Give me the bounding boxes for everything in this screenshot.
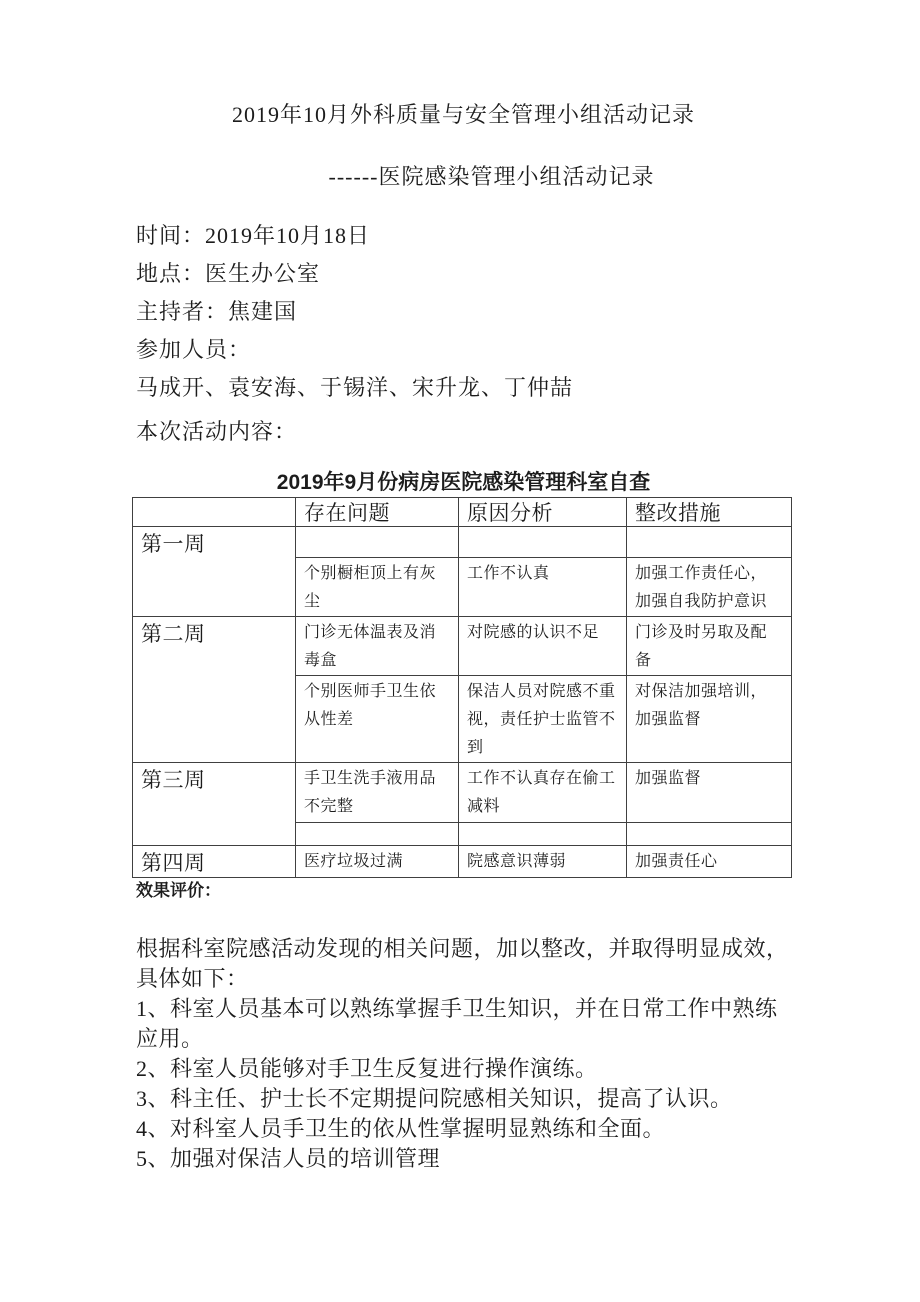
meta-participants: 马成开、袁安海、于锡洋、宋升龙、丁仲喆 (136, 375, 574, 400)
table-corner-cell (133, 498, 296, 527)
week1-row2-problem: 个别橱柜顶上有灰尘 (296, 558, 459, 617)
week2-row2-action: 对保洁加强培训，加强监督 (627, 676, 792, 763)
week1-row2-cause: 工作不认真 (459, 558, 627, 617)
meta-section (136, 217, 791, 451)
meta-location: 地点：医生办公室 (136, 261, 321, 286)
table-header-row (133, 498, 792, 527)
table-row (133, 846, 792, 878)
table-row (133, 763, 792, 823)
doc-title: 2019年10月外科质量与安全管理小组活动记录 (231, 102, 695, 127)
week2-label-cell: 第二周 (133, 617, 296, 763)
week3-row1-action: 加强监督 (627, 763, 792, 823)
self-check-table (132, 497, 792, 878)
table-title: 2019年9月份病房医院感染管理科室自查 (276, 471, 651, 494)
week1-row1-cause (459, 527, 627, 558)
week2-row1-action: 门诊及时另取及配备 (627, 617, 792, 676)
doc-subtitle: ------医院感染管理小组活动记录 (328, 164, 655, 189)
week3-label-cell: 第三周 (133, 763, 296, 846)
week4-label-cell: 第四周 (133, 846, 296, 878)
week1-row1-action (627, 527, 792, 558)
document-content (136, 103, 791, 1174)
evaluation-item: 1、科室人员基本可以熟练掌握手卫生知识，并在日常工作中熟练应用。 (136, 996, 778, 1051)
evaluation-item: 2、科室人员能够对手卫生反复进行操作演练。 (136, 1056, 598, 1081)
evaluation-intro: 根据科室院感活动发现的相关问题，加以整改，并取得明显成效，具体如下： (136, 936, 789, 991)
evaluation-item: 5、加强对保洁人员的培训管理 (136, 1146, 441, 1171)
table-row (133, 617, 792, 676)
evaluation-heading: 效果评价： (136, 881, 221, 900)
week3-row2-action (627, 823, 792, 846)
week3-row2-problem (296, 823, 459, 846)
col-header-action: 整改措施 (627, 498, 792, 527)
evaluation-item: 3、科主任、护士长不定期提问院感相关知识，提高了认识。 (136, 1086, 733, 1111)
week1-row1-problem (296, 527, 459, 558)
week2-row2-cause: 保洁人员对院感不重视，责任护士监管不到 (459, 676, 627, 763)
week3-row1-problem: 手卫生洗手液用品不完整 (296, 763, 459, 823)
col-header-cause: 原因分析 (459, 498, 627, 527)
activity-content-label: 本次活动内容： (136, 419, 298, 444)
week4-row1-cause: 院感意识薄弱 (459, 846, 627, 878)
evaluation-item: 4、对科室人员手卫生的依从性掌握明显熟练和全面。 (136, 1116, 666, 1141)
week4-row1-action: 加强责任心 (627, 846, 792, 878)
meta-time: 时间：2019年10月18日 (136, 223, 371, 248)
week1-label-cell: 第一周 (133, 527, 296, 617)
week2-row1-problem: 门诊无体温表及消毒盒 (296, 617, 459, 676)
week3-row1-cause: 工作不认真存在偷工减料 (459, 763, 627, 823)
col-header-problem: 存在问题 (296, 498, 459, 527)
week3-row2-cause (459, 823, 627, 846)
meta-host: 主持者：焦建国 (136, 299, 298, 324)
week1-row2-action: 加强工作责任心，加强自我防护意识 (627, 558, 792, 617)
evaluation-body (136, 934, 791, 1174)
week4-row1-problem: 医疗垃圾过满 (296, 846, 459, 878)
table-row (133, 527, 792, 558)
meta-participants-label: 参加人员： (136, 337, 252, 362)
week2-row2-problem: 个别医师手卫生依从性差 (296, 676, 459, 763)
week2-row1-cause: 对院感的认识不足 (459, 617, 627, 676)
